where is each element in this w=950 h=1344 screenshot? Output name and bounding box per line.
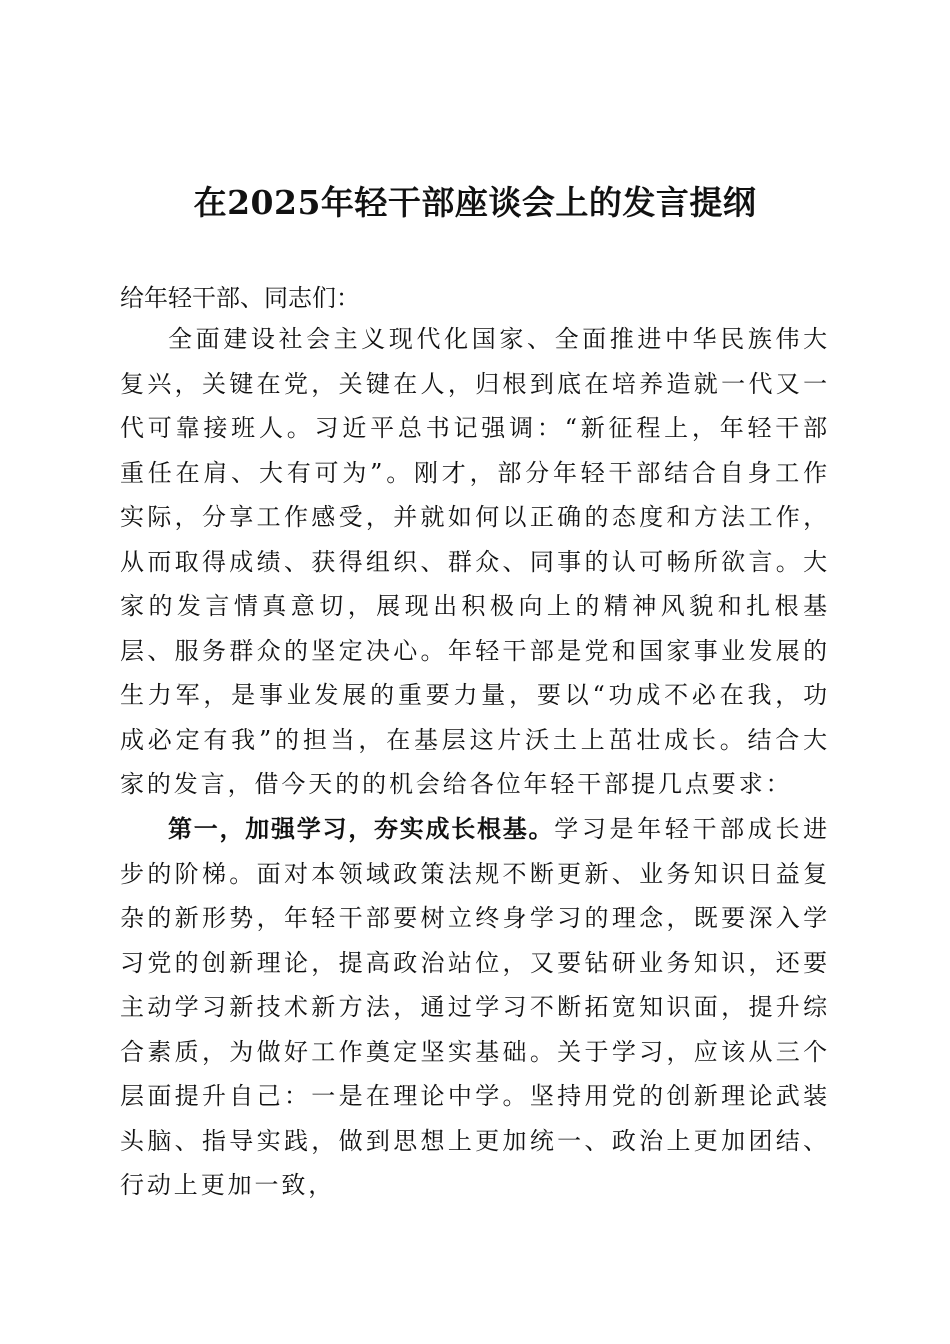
paragraph-first-point — [120, 807, 830, 1208]
paragraph-heading: 第一，加强学习，夯实成长根基。 — [168, 815, 555, 843]
document-title: 在2025年轻干部座谈会上的发言提纲 — [193, 183, 757, 222]
paragraph-intro: 全面建设社会主义现代化国家、全面推进中华民族伟大复兴，关键在党，关键在人，归根到底在培养造就一代又一代可靠接班人。习近平总书记强调：“新征程上，年轻干部重任在肩、大有可为”。刚才，部分年轻干部结合自身工作实际，分享工作感受，并就如何以正确的态度和方法工作，从而取得成绩、获得组织、群众、同事的认可畅所欲言。大家的发言情真意切，展现出积极向上的精神风貌和扎根基层、服务群众的坚定决心。年轻干部是党和国家事业发展的生力军，是事业发展的重要力量，要以“功成不必在我，功成必定有我”的担当，在基层这片沃土上茁壮成长。结合大家的发言，借今天的的机会给各位年轻干部提几点要求： — [120, 325, 830, 798]
salutation: 给年轻干部、同志们： — [120, 284, 360, 312]
paragraph-body: 学习是年轻干部成长进步的阶梯。面对本领域政策法规不断更新、业务知识日益复杂的新形势，年轻干部要树立终身学习的理念，既要深入学习党的创新理论，提高政治站位，又要钻研业务知识，还要主动学习新技术新方法，通过学习不断拓宽知识面，提升综合素质，为做好工作奠定坚实基础。关于学习，应该从三个层面提升自己：一是在理论中学。坚持用党的创新理论武装头脑、指导实践，做到思想上更加统一、政治上更加团结、行动上更加一致， — [120, 815, 830, 1199]
